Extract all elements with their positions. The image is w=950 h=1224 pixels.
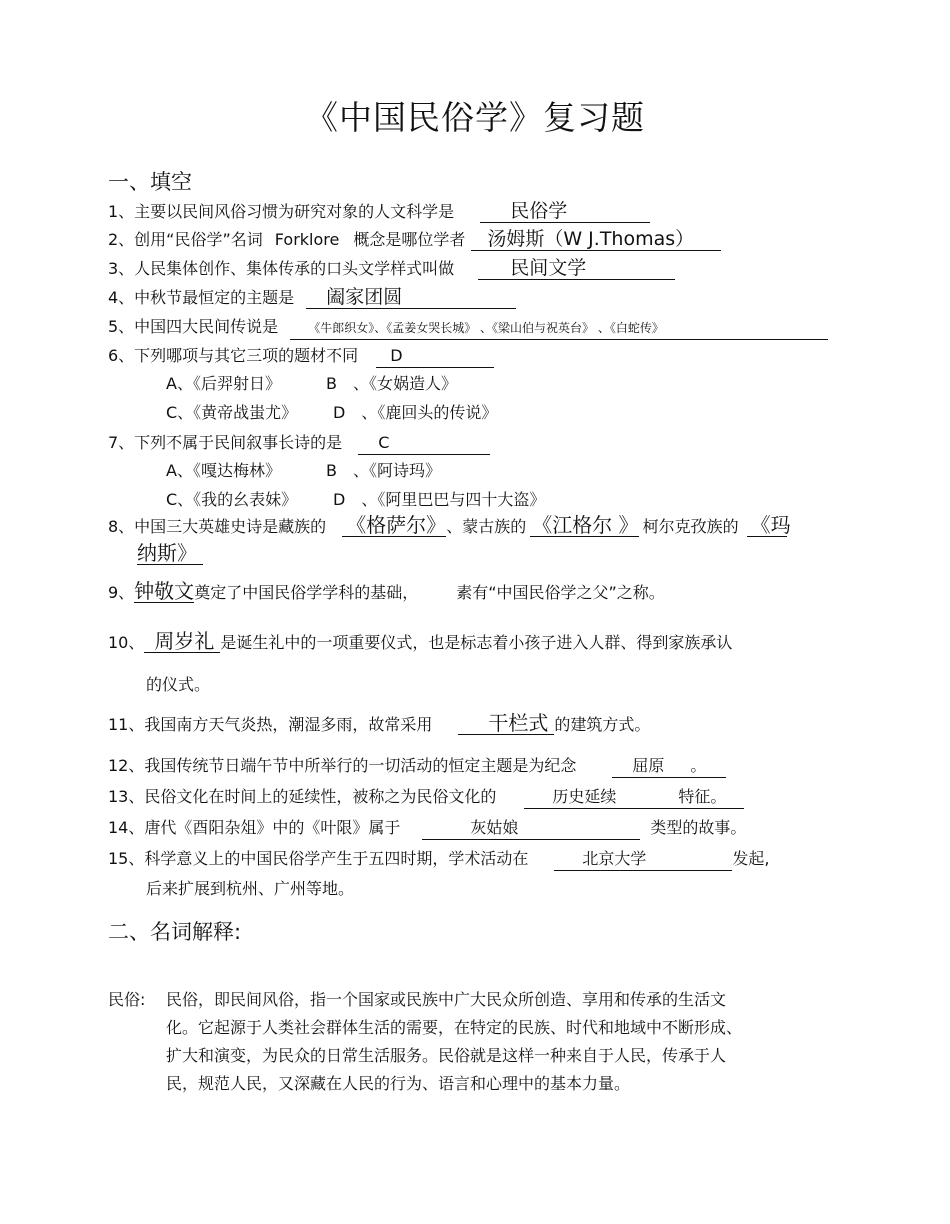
definition-term: 民俗: <box>108 990 146 1009</box>
question-7-option-d: D 、《阿里巴巴与四十大盗》 <box>333 490 546 509</box>
answer-8-mongolian: 《江格尔 》 <box>532 513 639 537</box>
question-11: 11、我国南方天气炎热，潮湿多雨，故常采用 干栏式 的建筑方式。 <box>108 711 651 735</box>
definition-line: 扩大和演变，为民众的日常生活服务。民俗就是这样一种来自于人民，传承于人 <box>166 1046 727 1065</box>
question-12: 12、我国传统节日端午节中所举行的一切活动的恒定主题是为纪念 屈原 。 <box>108 753 726 778</box>
question-7-option-b: B 、《阿诗玛》 <box>326 461 441 480</box>
question-15: 15、科学意义上的中国民俗学产生于五四时期，学术活动在 北京大学 发起, <box>108 846 769 871</box>
section-fill-in-heading: 一、填空 <box>108 170 192 194</box>
question-7-option-a: A、《嘎达梅林》 <box>166 461 281 480</box>
answer-8-kyrgyz-start: 《玛 <box>747 514 787 537</box>
question-15-continued: 后来扩展到杭州、广州等地。 <box>146 879 355 898</box>
answer-3: 民间文学 <box>478 257 675 280</box>
answer-10: 周岁礼 <box>144 630 220 653</box>
question-6-option-a: A、《后羿射日》 <box>166 374 281 393</box>
question-1: 1、主要以民间风俗习惯为研究对象的人文科学是 民俗学 <box>108 199 650 223</box>
question-10: 10、 周岁礼 是诞生礼中的一项重要仪式，也是标志着小孩子进入人群、得到家族承认 <box>108 629 733 653</box>
question-14: 14、唐代《酉阳杂俎》中的《叶限》属于 灰姑娘 类型的故事。 <box>108 815 746 840</box>
answer-8-kyrgyz-end: 纳斯》 <box>137 542 203 565</box>
question-9: 9、钟敬文奠定了中国民俗学学科的基础， 素有“中国民俗学之父”之称。 <box>108 579 665 603</box>
answer-2: 汤姆斯（W J.Thomas） <box>471 228 721 251</box>
question-7: 7、下列不属于民间叙事长诗的是 C <box>108 430 490 455</box>
question-10-continued: 的仪式。 <box>146 675 211 694</box>
question-5: 5、中国四大民间传说是 《牛郎织女》、《孟姜女哭长城》 、《梁山伯与祝英台》 、《白蛇传》 <box>108 314 828 340</box>
question-6-option-d: D 、《鹿回头的传说》 <box>333 403 498 422</box>
page-title: 《中国民俗学》复习题 <box>305 98 645 137</box>
answer-14: 灰姑娘 <box>422 817 640 840</box>
answer-8-tibetan: 《格萨尔》 <box>342 514 446 537</box>
answer-7: C <box>358 432 490 455</box>
question-6: 6、下列哪项与其它三项的题材不同 D <box>108 343 494 368</box>
answer-1: 民俗学 <box>480 200 650 223</box>
question-2: 2、创用“民俗学”名词 Forklore 概念是哪位学者 汤姆斯（W J.Thomas） <box>108 227 721 251</box>
question-4: 4、中秋节最恒定的主题是 阖家团圆 <box>108 285 516 309</box>
question-8-continued <box>137 542 203 565</box>
definition-line: 民，规范人民，又深藏在人民的行为、语言和心理中的基本力量。 <box>166 1074 631 1093</box>
answer-12: 屈原 。 <box>612 755 726 778</box>
definition-line: 化。它起源于人类社会群体生活的需要，在特定的民族、时代和地域中不断形成、 <box>166 1018 743 1037</box>
question-6-option-c: C、《黄帝战蚩尤》 <box>166 403 298 422</box>
question-6-option-b: B 、《女娲造人》 <box>326 374 457 393</box>
definition-line: 民俗，即民间风俗，指一个国家或民族中广大民众所创造、享用和传承的生活文 <box>166 990 727 1009</box>
section-term-definition-heading: 二、名词解释: <box>108 920 242 944</box>
definition-text <box>166 986 742 1098</box>
answer-9: 钟敬文 <box>134 579 195 603</box>
answer-11: 干栏式 <box>458 712 554 735</box>
answer-5: 《牛郎织女》、《孟姜女哭长城》 、《梁山伯与祝英台》 、《白蛇传》 <box>290 317 828 340</box>
question-13: 13、民俗文化在时间上的延续性，被称之为民俗文化的 历史延续 特征。 <box>108 784 744 809</box>
answer-4: 阖家团圆 <box>306 286 516 309</box>
answer-6: D <box>376 345 494 368</box>
answer-15: 北京大学 <box>554 848 732 871</box>
question-8: 8、中国三大英雄史诗是藏族的 《格萨尔》、蒙古族的 《江格尔 》 柯尔克孜族的 《玛 <box>108 513 791 537</box>
answer-13: 历史延续 特征。 <box>524 786 744 809</box>
question-3: 3、人民集体创作、集体传承的口头文学样式叫做 民间文学 <box>108 256 675 280</box>
question-7-option-c: C、《我的幺表妹》 <box>166 490 298 509</box>
